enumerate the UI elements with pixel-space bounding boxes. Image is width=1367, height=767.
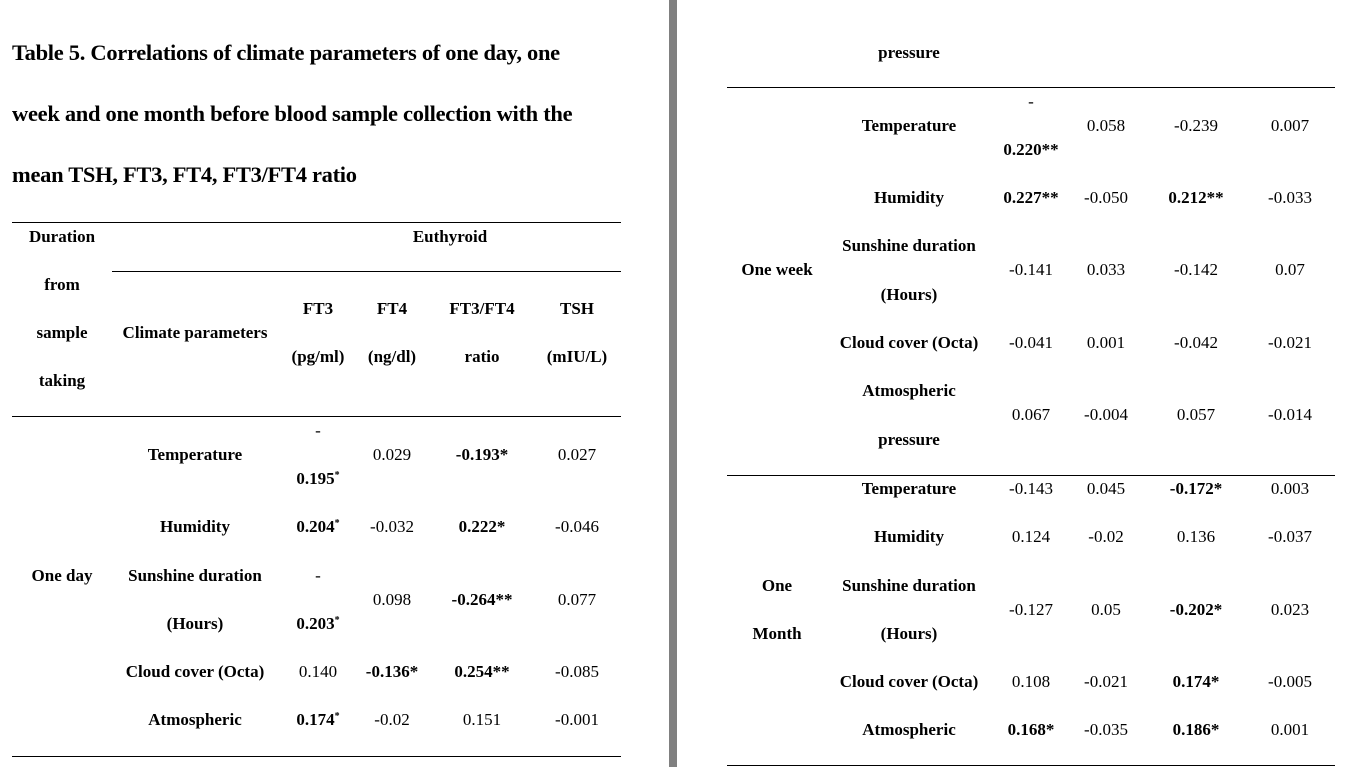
duration-one-day: One day [31, 566, 93, 585]
header-ratio-sub: ratio [464, 347, 500, 366]
header-ratio: FT3/FT4 [449, 299, 515, 318]
header-mid-rule [112, 271, 621, 272]
header-climate-parameters: Climate parameters [122, 323, 268, 342]
header-tsh-unit: (mIU/L) [546, 347, 608, 366]
header-ft3: FT3 [302, 299, 334, 318]
week-month-rule [727, 475, 1335, 476]
table-title-line-1: Table 5. Correlations of climate parameters of one day, one [12, 40, 560, 65]
table-title-line-3: mean TSH, FT3, FT4, FT3/FT4 ratio [12, 162, 357, 187]
right-top-rule [727, 87, 1335, 88]
duration-one-month-2: Month [752, 624, 802, 643]
header-tsh: TSH [559, 299, 595, 318]
header-ft4-unit: (ng/dl) [367, 347, 417, 366]
left-bottom-rule [12, 756, 621, 757]
right-bottom-rule [727, 765, 1335, 766]
duration-one-week: One week [741, 260, 813, 279]
header-bottom-rule [12, 416, 621, 417]
table-top-rule [12, 222, 621, 223]
duration-one-month: One [761, 576, 793, 595]
table-title-line-2: week and one month before blood sample collection with the [12, 101, 573, 126]
header-ft3-unit: (pg/ml) [291, 347, 345, 366]
header-ft4: FT4 [376, 299, 408, 318]
pressure-continued: pressure [878, 43, 940, 62]
page-divider [669, 0, 677, 767]
header-euthyroid: Euthyroid [412, 227, 488, 246]
